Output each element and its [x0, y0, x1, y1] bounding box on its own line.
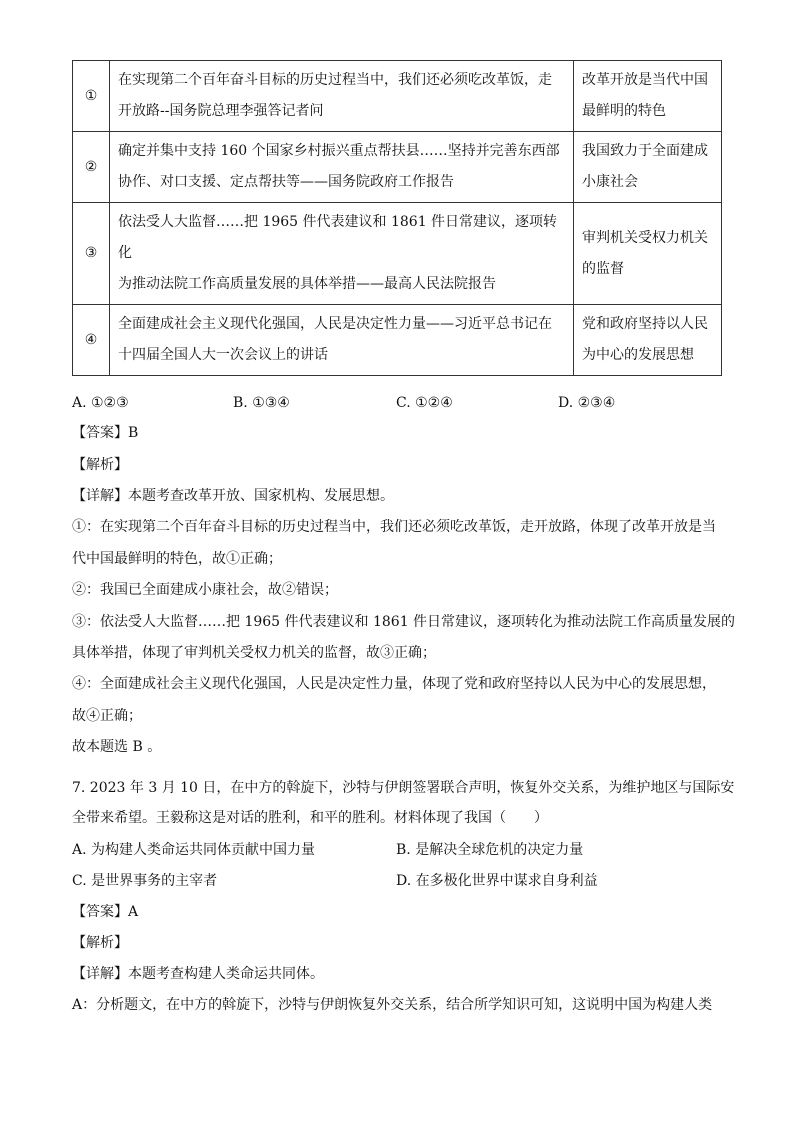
reflection-line: 为中心的发展思想: [582, 347, 694, 363]
statement-line: 在实现第二个百年奋斗目标的历史过程当中，我们还必须吃改革饭，走: [118, 72, 552, 88]
explanation-line: ①：在实现第二个百年奋斗目标的历史过程当中，我们还必须吃改革饭，走开放路，体现了改革开放是当: [72, 519, 716, 535]
reflection-line: 的监督: [582, 260, 624, 277]
table-row: [73, 61, 722, 132]
statement-cell: [110, 305, 574, 376]
answer-tag: 【 答案 】: [72, 904, 128, 920]
row-number: ②: [73, 132, 110, 203]
answer-value: B: [128, 425, 139, 441]
option-a: A. ①②③: [72, 395, 129, 411]
explanation-line: A：分析题文，在中方的斡旋下，沙特与伊朗恢复外交关系，结合所学知识可知，这说明中国为构建人类: [72, 997, 713, 1013]
detail-tag: 【 详解 】: [72, 966, 128, 982]
statement-table: [72, 60, 722, 376]
answer-value: A: [128, 904, 139, 920]
option-c: C. ①②④: [396, 395, 453, 411]
reflection-line: 改革开放是当代中国: [582, 72, 708, 88]
statement-line: 全面建成社会主义现代化强国，人民是决定性力量——习近平总书记在: [118, 316, 552, 332]
detail-line: [72, 486, 722, 506]
detail-line: [72, 964, 722, 984]
statement-cell: [110, 61, 574, 132]
reflection-line: 审判机关受权力机关: [582, 229, 708, 246]
detail-intro: 本题考查改革开放、国家机构、发展思想。: [128, 488, 394, 504]
option-a: A. 为构建人类命运共同体贡献中国力量: [72, 842, 316, 858]
explanation-line: 代中国最鲜明的特色，故①正确；: [72, 551, 282, 567]
answer-tag: 【 答案 】: [72, 425, 128, 441]
reflection-line: 党和政府坚持以人民: [582, 316, 708, 332]
statement-line: 依法受人大监督……把 1965 件代表建议和 1861 件日常建议，逐项转化: [118, 214, 558, 261]
explanation-line: 故④正确；: [72, 708, 142, 724]
explanation-line: 具体举措，体现了审判机关受权力机关的监督，故③正确；: [72, 645, 436, 661]
answer-line: [72, 423, 722, 443]
statement-cell: [110, 132, 574, 203]
reflection-cell: [574, 61, 722, 132]
option-d: D. 在多极化世界中谋求自身利益: [396, 873, 598, 889]
detail-tag: 【 详解 】: [72, 488, 128, 504]
statement-line: 十四届全国人大一次会议上的讲话: [118, 347, 328, 363]
analysis-line: [72, 455, 722, 475]
analysis-tag: 【 解析 】: [72, 457, 128, 473]
reflection-cell: [574, 203, 722, 305]
option-d: D. ②③④: [558, 395, 616, 411]
explanation-line: ②：我国已全面建成小康社会，故②错误；: [72, 582, 338, 598]
conclusion-line: 故本题选 B 。: [72, 739, 162, 755]
detail-intro: 本题考查构建人类命运共同体。: [128, 966, 324, 982]
statement-line: 开放路--国务院总理李强答记者问: [118, 103, 324, 119]
option-b: B. 是解决全球危机的决定力量: [396, 842, 584, 858]
question-stem: 7. 2023 年 3 月 10 日，在中方的斡旋下，沙特与伊朗签署联合声明，恢复外交关系，为维护地区与国际安: [72, 780, 735, 796]
table-row: [73, 203, 722, 305]
row-number: ④: [73, 305, 110, 376]
analysis-tag: 【 解析 】: [72, 935, 128, 951]
explanation-line: ③：依法受人大监督……把 1965 件代表建议和 1861 件日常建议，逐项转化为推动法院工作高质量发展的: [72, 614, 736, 630]
option-c: C. 是世界事务的主宰者: [72, 873, 218, 889]
answer-line: [72, 902, 722, 922]
option-b: B. ①③④: [233, 395, 290, 411]
reflection-cell: [574, 132, 722, 203]
statement-line: 为推动法院工作高质量发展的具体举措——最高人民法院报告: [118, 276, 496, 292]
statement-cell: [110, 203, 574, 305]
row-number: ③: [73, 203, 110, 305]
row-number: ①: [73, 61, 110, 132]
analysis-line: [72, 933, 722, 953]
statement-line: 协作、对口支援、定点帮扶等——国务院政府工作报告: [118, 174, 454, 190]
table-row: [73, 305, 722, 376]
question-stem: 全带来希望。王毅称这是对话的胜利，和平的胜利。材料体现了我国（ ）: [72, 810, 548, 826]
table-row: [73, 132, 722, 203]
reflection-cell: [574, 305, 722, 376]
reflection-line: 小康社会: [582, 174, 638, 190]
statement-line: 确定并集中支持 160 个国家乡村振兴重点帮扶县……坚持并完善东西部: [118, 143, 560, 159]
reflection-line: 我国致力于全面建成: [582, 143, 708, 159]
explanation-line: ④：全面建成社会主义现代化强国，人民是决定性力量，体现了党和政府坚持以人民为中心的发展思想，: [72, 676, 716, 692]
reflection-line: 最鲜明的特色: [582, 103, 666, 119]
